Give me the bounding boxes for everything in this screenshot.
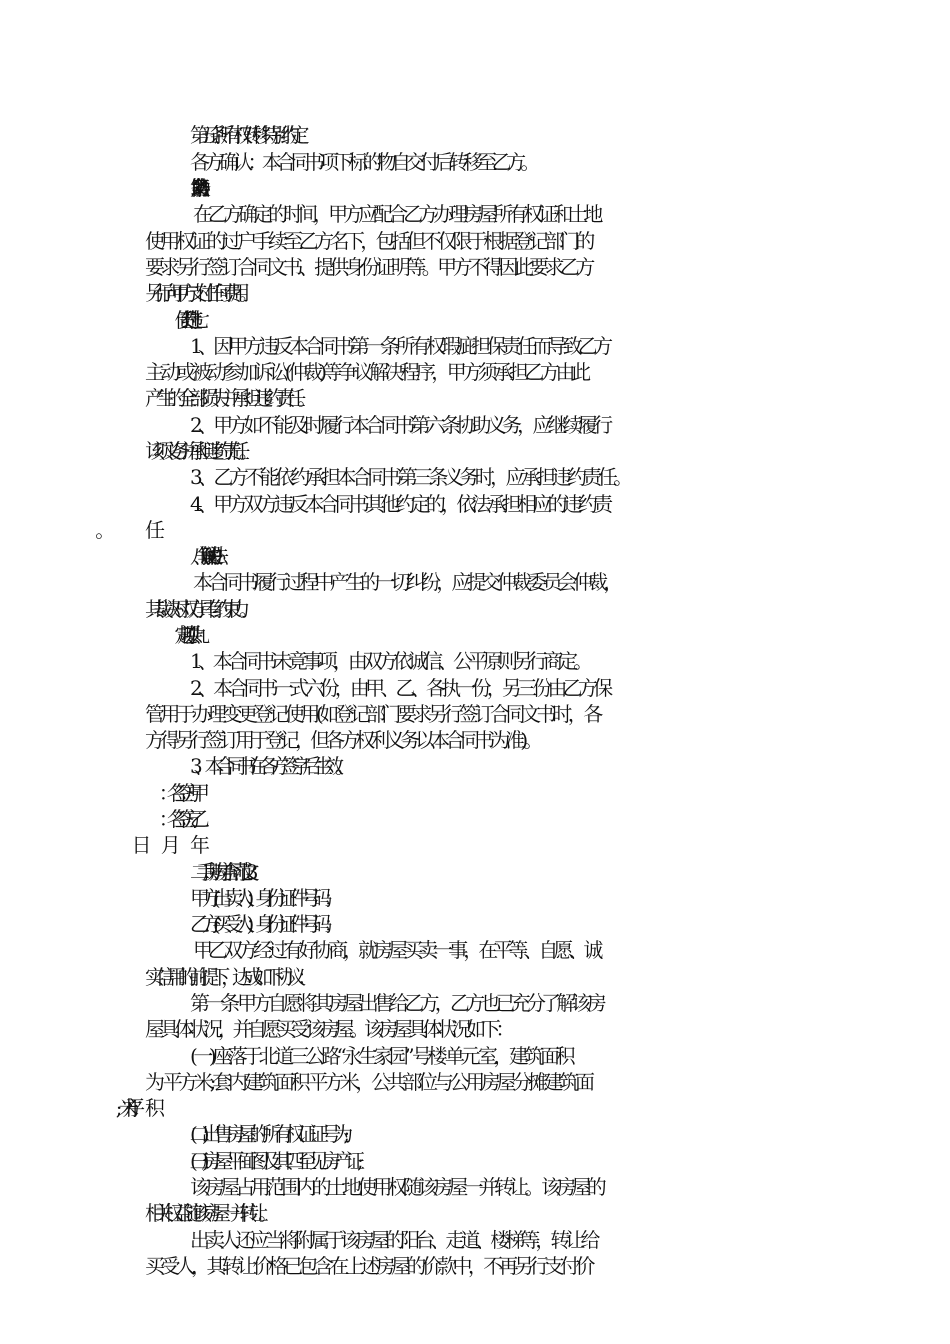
text-line: 另行向甲方支付任何费用。 — [145, 281, 248, 305]
text-line: 实信用的前提下，达成如下协议： — [145, 965, 308, 989]
text-line — [190, 307, 950, 333]
text-line: 方得另行签订用于登记，但各方权利义务以本合同书为准)。 — [145, 728, 539, 752]
text-line: (三)房屋平面图及其四至见房产证; — [190, 1149, 356, 1173]
text-line: 二手房购房合同范文3 — [190, 860, 245, 884]
text-line: 3、乙方不能依约承担本合同书第三条义务时，应承担违约责任。 — [190, 465, 629, 489]
text-line: 各方确认：本合同书项下标的物自交付后转移至乙方。 — [190, 150, 535, 174]
text-line: 2、甲方如不能及时履行本合同书第六条协助义务，应继续履行 — [190, 413, 609, 437]
text-line: 其裁决对双方具有约束力。 — [145, 597, 248, 621]
text-line — [190, 806, 950, 832]
text-line: 甲方(出卖人)： 身份证件号码： — [190, 886, 336, 910]
text-line: 主动或被动参加诉讼(仲裁)等争议解决程序，甲方须承担乙方由此 — [145, 360, 587, 384]
text-line — [190, 780, 950, 806]
text-line — [145, 1095, 950, 1121]
text-line: 1、因甲方违反本合同书第一条所有权瑕疵担保责任而导致乙方 — [190, 334, 609, 358]
text-line: 该房屋占用范围内的土地使用权随该房屋一并转让。 该房屋的 — [190, 1175, 602, 1199]
text-line: 八、争议解决办法 — [190, 544, 212, 568]
text-line: (一)座落于北道三公路“永生家园” 号楼 单元 室，建筑面积 — [190, 1044, 572, 1068]
text-line: 为 平方米;套内建筑面积 平方米，公共部位与公用房屋分摊建筑面 — [145, 1070, 591, 1094]
text-line: 乙方(买受人)： 身份证件号码： — [190, 912, 336, 936]
text-line: 4、甲方双方违反本合同书其他约定的，依法承担相应的违约责 — [190, 492, 609, 516]
text-line: 2、本合同书一式六份，由甲、乙、各执一份，另三份由乙方保 — [190, 676, 609, 700]
text-line — [190, 832, 950, 858]
text-line: 本合同书履行过程中产生的一切纠纷，应提交仲裁委员会仲裁， — [193, 570, 619, 594]
text-line: 产生的全部损失并承担违约责任。 — [145, 386, 308, 410]
text-line: 屋具体状况，并自愿买受该房屋。该房屋具体状况如下： — [145, 1017, 510, 1041]
text-line: 3、本合同书在各方签字后生效。 — [190, 754, 346, 778]
text-line: 第五条 所有权转移特别约定 — [190, 123, 299, 147]
text-line: 买受人，其转让价格已包含在上述房屋的价款中，不再另行支付价 — [145, 1254, 591, 1278]
text-line: 该项义务并承担违约责任。 — [145, 439, 248, 463]
text-line: 相关权益随该房屋一并转让。 — [145, 1201, 268, 1225]
text-line: 第一条 甲方自愿将其房屋出售给乙方，乙方也已充分了解该房 — [190, 991, 602, 1015]
text-line — [145, 517, 950, 543]
text-line: 要求另行签订合同文书、提供身份证明等。甲方不得因此要求乙方 — [145, 255, 591, 279]
text-line — [190, 622, 950, 648]
text-line: 甲乙双方经过有好协商，就房屋买卖一事，在平等、自愿、诚 — [193, 938, 599, 962]
text-line: 在乙方确定的时间，甲方应配合乙方办理房屋所有权证和土地 — [193, 202, 599, 226]
text-line: 第六条协助义务 — [190, 176, 192, 200]
text-line: 使用权证的过户手续至乙方名下，包括但不仅限于根据登记部门的 — [145, 229, 591, 253]
text-line: 管用于办理变更登记使用(如登记部门要求另行签订合同文书时，各 — [145, 702, 599, 726]
text-line: 出卖人还应当将附属于该房屋的阳台、走道、楼梯等，转让给 — [190, 1228, 596, 1252]
text-line: 1、本合同书未竟事项，由双方依诚信、公平原则另行商定。 — [190, 649, 589, 673]
text-line: (二)出售房屋的所有权证证号为 ; — [190, 1122, 343, 1146]
